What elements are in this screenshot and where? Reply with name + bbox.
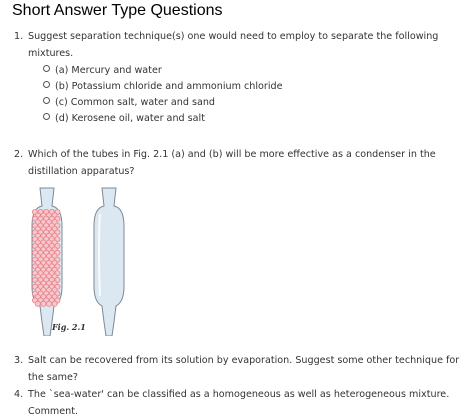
option-text: (a) Mercury and water (55, 65, 162, 76)
question-number: 1. (14, 31, 24, 42)
bullet-icon (43, 65, 50, 72)
question-line: The `sea-water' can be classified as a homogeneous as well as heterogeneous mixture. (28, 389, 450, 400)
question-number: 4. (14, 389, 24, 400)
page-title: Short Answer Type Questions (12, 2, 223, 19)
glass-bead (35, 301, 40, 306)
glass-bead (41, 301, 46, 306)
question-text (28, 386, 464, 420)
bullet-icon (43, 97, 50, 104)
condenser-tubes-figure (20, 186, 130, 336)
question-line: Comment. (28, 406, 79, 417)
option-text: (d) Kerosene oil, water and salt (55, 113, 205, 124)
glass-beads (32, 209, 60, 306)
option-text: (b) Potassium chloride and ammonium chloride (55, 81, 283, 92)
question-line: Salt can be recovered from its solution by evaporation. Suggest some other technique for (28, 355, 460, 366)
question-line: Which of the tubes in Fig. 2.1 (a) and (b) will be more effective as a condenser in the (28, 149, 436, 160)
option-item (43, 80, 283, 94)
question-number: 2. (14, 149, 24, 160)
option-item (43, 64, 162, 78)
glass-bead (52, 301, 57, 306)
option-item (43, 96, 215, 110)
question-line: mixtures. (28, 48, 74, 59)
bullet-icon (43, 81, 50, 88)
figure-caption: Fig. 2.1 (52, 322, 86, 332)
question-text (28, 146, 464, 180)
question-line: distillation apparatus? (28, 166, 135, 177)
question-number: 3. (14, 355, 24, 366)
glass-bead (46, 301, 51, 306)
question-line: Suggest separation technique(s) one would need to employ to separate the following (28, 31, 439, 42)
question-text (28, 28, 464, 62)
bullet-icon (43, 113, 50, 120)
option-item (43, 112, 205, 126)
option-text: (c) Common salt, water and sand (55, 97, 216, 108)
question-text (28, 352, 464, 386)
question-line: the same? (28, 372, 79, 383)
